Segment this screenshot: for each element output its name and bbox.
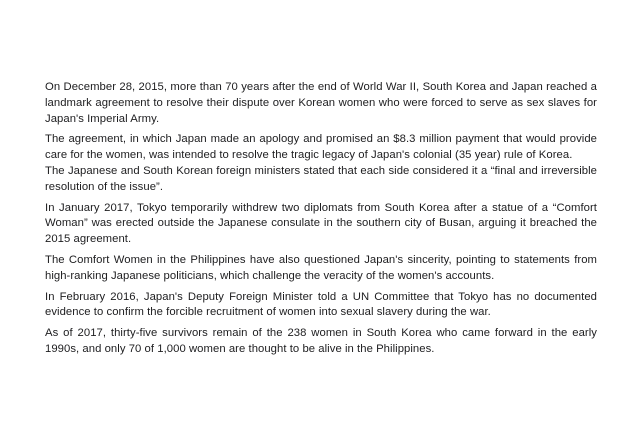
paragraph-busan-statue: In January 2017, Tokyo temporarily withdrew two diplomats from South Korea after a statue of a “Comfort Woman” was erected outside the Japanese consulate in the southern city of Busan, arguing it breached the 2015 agreement. [45,201,597,246]
paragraph-agreement-terms: The agreement, in which Japan made an apology and promised an $8.3 million payment that would provide care for the women, was intended to resolve the tragic legacy of Japan's colonial (35 year) rule of Korea. [45,133,597,162]
paragraph-philippines-sincerity: The Comfort Women in the Philippines have also questioned Japan's sincerity, pointing to statements from high-ranking Japanese politicians, which challenge the veracity of the women's accounts. [45,253,597,282]
paragraph-ministers-statement: The Japanese and South Korean foreign ministers stated that each side considered it a “final and irreversible resolution of the issue”. [45,164,597,193]
paragraph-agreement-reached: On December 28, 2015, more than 70 years after the end of World War II, South Korea and Japan reached a landmark agreement to resolve their dispute over Korean women who were forced to serve as sex slaves for Japan's Imperial Army. [45,81,597,125]
paragraph-survivors-count: As of 2017, thirty-five survivors remain of the 238 women in South Korea who came forward in the early 1990s, and only 70 of 1,000 women are thought to be alive in the Philippines. [45,327,597,355]
paragraph-un-committee: In February 2016, Japan's Deputy Foreign Minister told a UN Committee that Tokyo has no documented evidence to confirm the forcible recruitment of women into sexual slavery during the war. [45,290,597,319]
